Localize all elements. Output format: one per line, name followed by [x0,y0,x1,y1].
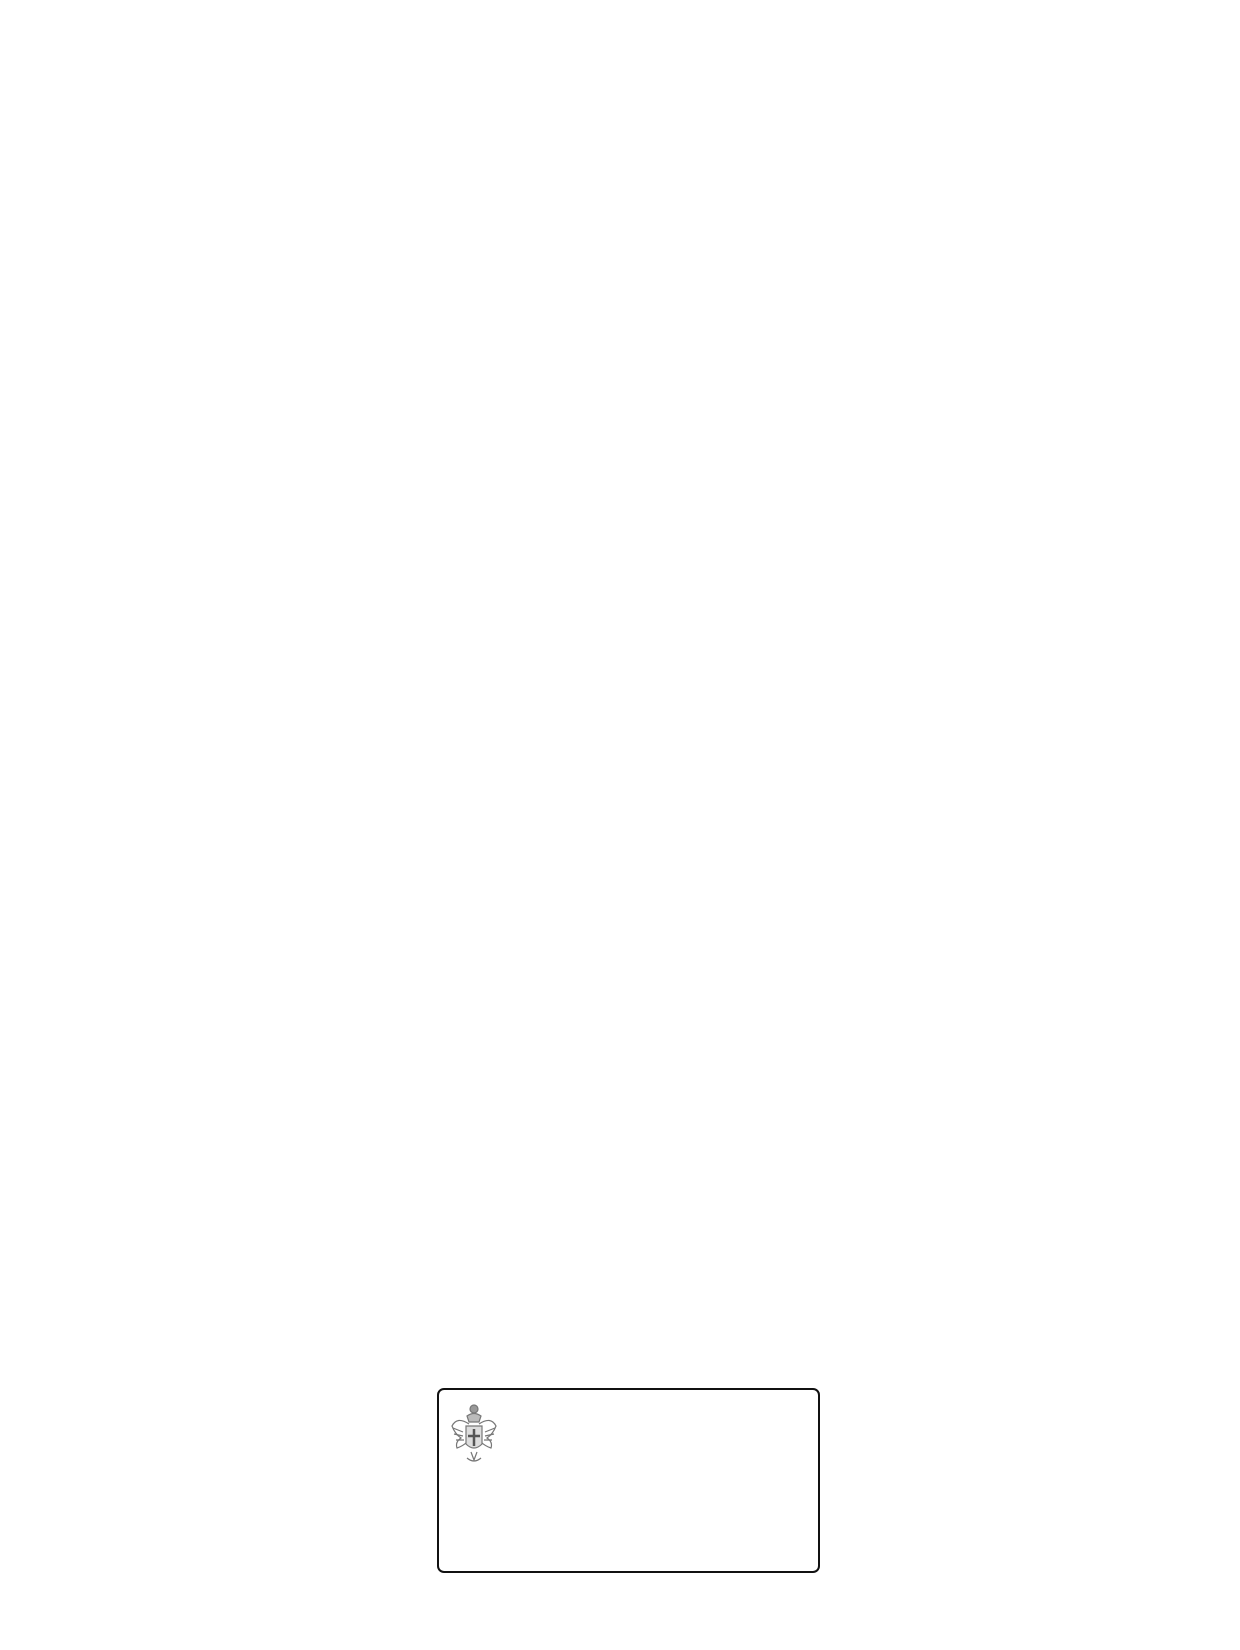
electronic-signature-stamp [437,1388,820,1573]
spacer [138,129,1138,158]
document-page [138,100,1138,186]
russian-coat-of-arms-icon [449,1402,499,1468]
spacer [138,100,1138,129]
spacer [138,157,1138,186]
